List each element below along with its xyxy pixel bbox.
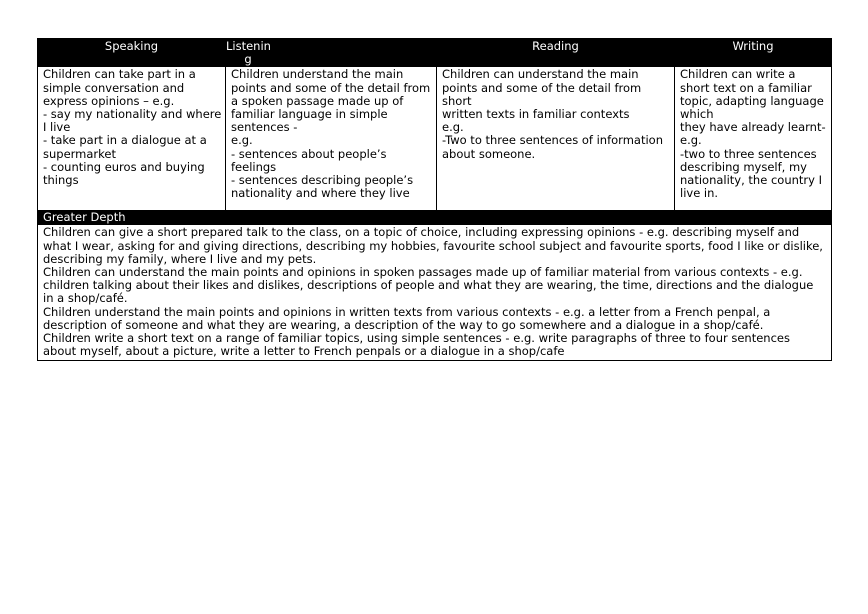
- writing-line: nationality, the country I: [680, 173, 822, 188]
- listening-line: points and some of the detail from: [231, 80, 431, 95]
- speaking-line: - say my nationality and where: [43, 107, 222, 122]
- speaking-line: - take part in a dialogue at a: [43, 133, 207, 148]
- listening-cell: [226, 67, 437, 211]
- reading-line: written texts in familiar contexts: [442, 107, 630, 122]
- writing-line: -two to three sentences: [680, 146, 817, 161]
- greater-depth-writing-paragraph: Children write a short text on a range of familiar topics, using simple sentences - e.g. write paragraphs of three to four sentences about myself, about a picture, write a letter to French penpals or a dialogue in a shop/cafe: [43, 331, 790, 359]
- writing-line: which: [680, 107, 714, 122]
- writing-line: describing myself, my: [680, 159, 807, 174]
- reading-line: Children can understand the main: [442, 67, 639, 82]
- expected-row: [38, 67, 832, 211]
- header-reading: Reading: [437, 39, 675, 67]
- writing-line: live in.: [680, 186, 719, 201]
- speaking-line: things: [43, 173, 79, 188]
- speaking-line: I live: [43, 120, 71, 135]
- listening-line: - sentences describing people’s: [231, 173, 414, 188]
- reading-line: -Two to three sentences of information: [442, 133, 663, 148]
- writing-line: e.g.: [680, 133, 702, 148]
- listening-line: Children understand the main: [231, 67, 404, 82]
- greater-depth-header-row: [38, 211, 832, 225]
- speaking-line: express opinions – e.g.: [43, 93, 175, 108]
- header-listening: [226, 39, 437, 67]
- listening-line: feelings: [231, 159, 277, 174]
- reading-cell: [437, 67, 675, 211]
- listening-line: - sentences about people’s: [231, 146, 387, 161]
- greater-depth-speaking-paragraph: Children can give a short prepared talk to the class, on a topic of choice, including expressing opinions - e.g. describing myself and what I wear, asking for and giving directions, describing my hobbies, favourite school subject and favourite sports, food I like or dislike, describing my family, where I live and my pets.: [43, 225, 823, 266]
- writing-line: short text on a familiar: [680, 80, 812, 95]
- listening-line: nationality and where they live: [231, 186, 410, 201]
- reading-line: e.g.: [442, 120, 464, 135]
- header-writing: Writing: [675, 39, 832, 67]
- attainment-table: [37, 38, 832, 361]
- listening-line: a spoken passage made up of: [231, 93, 404, 108]
- greater-depth-reading-paragraph: Children understand the main points and opinions in written texts from various contexts - e.g. a letter from a French penpal, a description of someone and what they are wearing, a description of the way to go somewhere and a dialogue in a shop/café.: [43, 304, 771, 332]
- greater-depth-row: [38, 225, 832, 361]
- speaking-line: - counting euros and buying: [43, 159, 205, 174]
- reading-line: points and some of the detail from: [442, 80, 642, 95]
- reading-line: about someone.: [442, 146, 536, 161]
- header-listening-part2: g: [244, 52, 252, 67]
- greater-depth-listening-paragraph: Children can understand the main points and opinions in spoken passages made up of familiar material from various contexts - e.g. children talking about their likes and dislikes, descriptions of people and what they are wearing, the time, directions and the dialogue in a shop/café.: [43, 265, 814, 306]
- speaking-line: Children can take part in a: [43, 67, 196, 82]
- writing-cell: [675, 67, 832, 211]
- table-header-row: [38, 39, 832, 67]
- listening-line: familiar language in simple: [231, 107, 388, 122]
- writing-line: topic, adapting language: [680, 93, 824, 108]
- reading-line: short: [442, 93, 472, 108]
- writing-line: they have already learnt-: [680, 120, 826, 135]
- speaking-cell: [38, 67, 226, 211]
- listening-line: e.g.: [231, 133, 253, 148]
- speaking-line: supermarket: [43, 146, 116, 161]
- header-listening-part1: Listenin: [226, 39, 271, 53]
- speaking-line: simple conversation and: [43, 80, 185, 95]
- header-speaking: Speaking: [38, 39, 226, 67]
- writing-line: Children can write a: [680, 67, 796, 82]
- greater-depth-cell: [38, 225, 832, 361]
- greater-depth-title: Greater Depth: [38, 211, 832, 225]
- listening-line: sentences -: [231, 120, 298, 135]
